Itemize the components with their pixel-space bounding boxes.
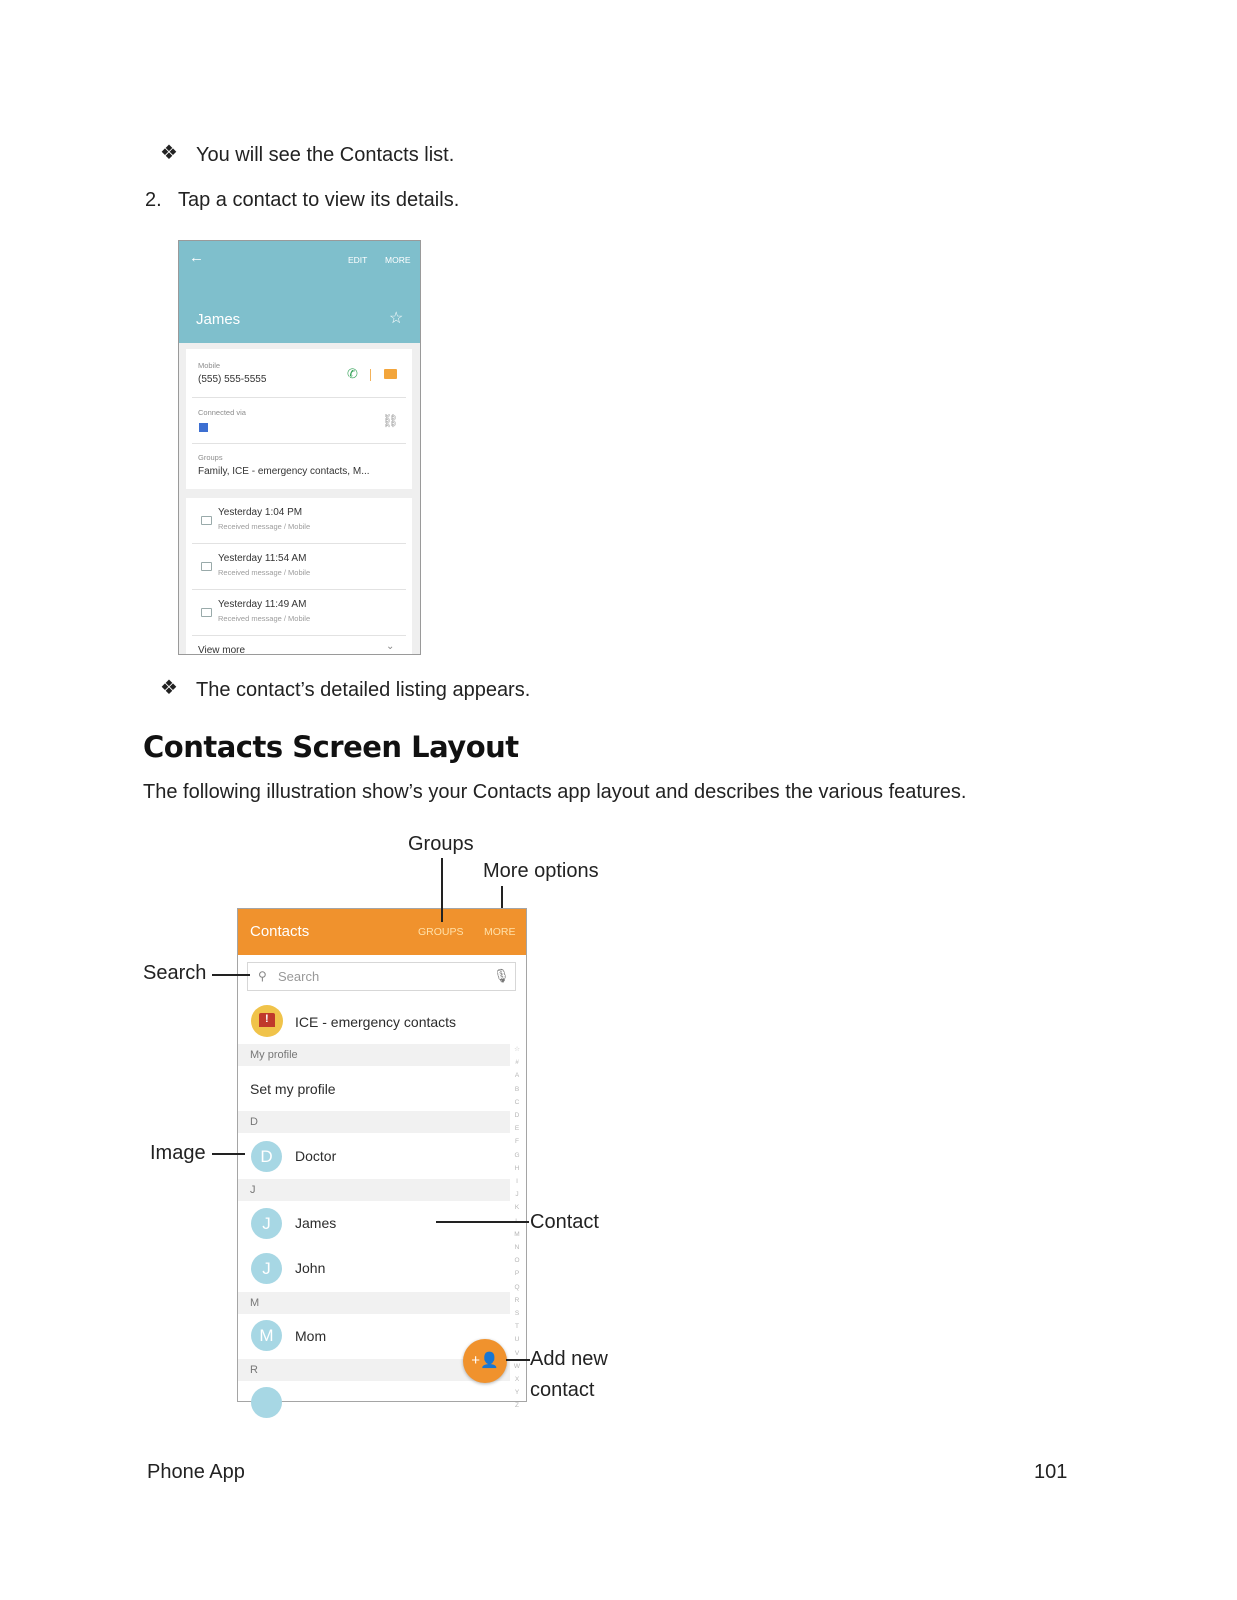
footer-chapter: Phone App: [147, 1461, 245, 1483]
page-number: 101: [1034, 1461, 1068, 1483]
microphone-icon[interactable]: 🎙: [493, 968, 510, 983]
callout-line-add-new: [506, 1359, 530, 1361]
callout-line-image: [212, 1153, 245, 1155]
alphabet-index-letter[interactable]: P: [514, 1270, 520, 1278]
contact-item-john[interactable]: John: [295, 1260, 326, 1276]
separator: [192, 543, 406, 544]
message-time[interactable]: Yesterday 1:04 PM: [218, 507, 303, 518]
callout-line-groups: [441, 858, 443, 922]
view-more-link[interactable]: View more: [198, 645, 246, 656]
more-button[interactable]: MORE: [484, 926, 516, 938]
alphabet-index-letter[interactable]: Z: [515, 1402, 519, 1410]
add-person-icon: +👤: [471, 1352, 499, 1369]
ice-contacts-item[interactable]: ICE - emergency contacts: [295, 1014, 457, 1030]
section-header-my-profile: [238, 1044, 510, 1066]
alphabet-index-letter[interactable]: M: [514, 1230, 520, 1238]
section-heading: Contacts Screen Layout: [143, 730, 519, 764]
section-intro: The following illustration show’s your Contacts app layout and describes the various features.: [143, 781, 967, 803]
alphabet-index-letter[interactable]: X: [514, 1376, 520, 1384]
edit-button[interactable]: EDIT: [348, 255, 368, 265]
callout-line-more-options: [501, 886, 503, 908]
callout-line-search: [212, 974, 250, 976]
account-icon: [199, 423, 208, 432]
phone-icon[interactable]: ✆: [347, 366, 358, 381]
section-header-m: [238, 1292, 510, 1314]
alphabet-index-letter[interactable]: E: [514, 1125, 520, 1133]
divider: [370, 369, 371, 381]
contact-item-doctor[interactable]: Doctor: [295, 1148, 337, 1164]
link-icon[interactable]: ⛓: [382, 413, 399, 428]
callout-line-contact: [436, 1221, 529, 1223]
callout-search: Search: [143, 962, 207, 984]
alphabet-index-letter[interactable]: U: [514, 1336, 520, 1344]
callout-add-new-contact: Add new: [530, 1348, 608, 1370]
back-arrow-icon[interactable]: ←: [189, 249, 204, 266]
search-icon: ⚲: [258, 969, 267, 983]
mobile-label: Mobile: [198, 361, 221, 370]
result-text-1: You will see the Contacts list.: [196, 144, 455, 166]
message-time[interactable]: Yesterday 11:49 AM: [218, 599, 307, 610]
callout-image: Image: [150, 1142, 206, 1164]
star-icon[interactable]: ☆: [389, 310, 404, 327]
contacts-title: Contacts: [250, 923, 310, 940]
contacts-header: [238, 909, 526, 955]
bullet-icon: ❖: [160, 142, 178, 164]
message-detail: Received message / Mobile: [218, 568, 311, 577]
more-button[interactable]: MORE: [385, 255, 411, 265]
alphabet-index-letter[interactable]: B: [514, 1085, 520, 1093]
message-detail: Received message / Mobile: [218, 614, 311, 623]
contact-detail-header: [179, 241, 420, 343]
contact-item-james[interactable]: James: [295, 1215, 337, 1231]
section-header-label: J: [250, 1184, 256, 1196]
message-icon[interactable]: [384, 369, 397, 379]
alphabet-index-letter[interactable]: A: [514, 1072, 520, 1080]
message-icon: [201, 562, 212, 571]
alphabet-index-letter[interactable]: F: [515, 1138, 519, 1146]
separator: [192, 589, 406, 590]
avatar: M: [251, 1320, 282, 1351]
separator: [192, 443, 406, 444]
alphabet-index-scrollbar[interactable]: [512, 1043, 522, 1413]
alphabet-index-letter[interactable]: T: [515, 1323, 519, 1331]
groups-label: Groups: [198, 453, 223, 462]
alphabet-index-letter[interactable]: W: [513, 1362, 521, 1370]
bullet-icon: ❖: [160, 677, 178, 699]
alphabet-index-letter[interactable]: K: [514, 1204, 520, 1212]
search-input[interactable]: [247, 962, 516, 991]
alphabet-index-letter[interactable]: ☆: [514, 1046, 520, 1053]
section-header-label: My profile: [250, 1049, 298, 1061]
alphabet-index-letter[interactable]: G: [514, 1151, 520, 1159]
separator: [192, 635, 406, 636]
alphabet-index-letter[interactable]: I: [516, 1178, 518, 1186]
groups-value[interactable]: Family, ICE - emergency contacts, M...: [198, 466, 370, 477]
avatar: [251, 1387, 282, 1418]
section-header-label: M: [250, 1297, 260, 1309]
alphabet-index-letter[interactable]: Q: [514, 1283, 520, 1291]
step-number: 2.: [145, 189, 162, 211]
alphabet-index-letter[interactable]: R: [514, 1296, 520, 1304]
set-my-profile-item[interactable]: Set my profile: [250, 1081, 336, 1097]
alphabet-index-letter[interactable]: H: [514, 1164, 520, 1172]
alphabet-index-letter[interactable]: Y: [514, 1389, 520, 1397]
connected-label: Connected via: [198, 408, 246, 417]
groups-button[interactable]: GROUPS: [418, 926, 464, 938]
alphabet-index-letter[interactable]: S: [514, 1310, 520, 1318]
alphabet-index-letter[interactable]: J: [515, 1191, 519, 1199]
callout-more-options: More options: [483, 860, 599, 882]
message-icon: [201, 608, 212, 617]
alphabet-index-letter[interactable]: V: [514, 1349, 520, 1357]
callout-add-new-contact-line2: contact: [530, 1379, 595, 1401]
contact-info-card: [186, 349, 412, 489]
message-detail: Received message / Mobile: [218, 522, 311, 531]
chevron-down-icon[interactable]: ⌄: [386, 641, 395, 652]
section-header-j: [238, 1179, 510, 1201]
section-header-d: [238, 1111, 510, 1133]
message-icon: [201, 516, 212, 525]
contacts-screen-screenshot: [237, 908, 527, 1410]
section-header-label: R: [250, 1364, 258, 1376]
alphabet-index-letter[interactable]: D: [514, 1112, 520, 1120]
step-text: Tap a contact to view its details.: [178, 189, 460, 211]
add-contact-button[interactable]: [463, 1339, 507, 1383]
section-header-label: D: [250, 1116, 258, 1128]
contact-item-mom[interactable]: Mom: [295, 1328, 327, 1344]
alphabet-index-letter[interactable]: C: [514, 1098, 520, 1106]
contact-name: James: [196, 311, 241, 328]
alphabet-index-letter[interactable]: #: [515, 1059, 519, 1067]
message-history-card: [186, 498, 412, 654]
search-placeholder: Search: [278, 969, 320, 984]
message-time[interactable]: Yesterday 11:54 AM: [218, 553, 307, 564]
avatar: D: [251, 1141, 282, 1172]
callout-contact: Contact: [530, 1211, 599, 1233]
mobile-number[interactable]: (555) 555-5555: [198, 374, 267, 385]
callout-groups: Groups: [408, 833, 474, 855]
avatar: J: [251, 1253, 282, 1284]
avatar: J: [251, 1208, 282, 1239]
alphabet-index-letter[interactable]: O: [514, 1257, 520, 1265]
alphabet-index-letter[interactable]: N: [514, 1244, 520, 1252]
contact-detail-screenshot: [178, 240, 421, 655]
separator: [192, 397, 406, 398]
ice-icon: !: [251, 1005, 283, 1037]
result-text-2: The contact’s detailed listing appears.: [196, 679, 531, 701]
